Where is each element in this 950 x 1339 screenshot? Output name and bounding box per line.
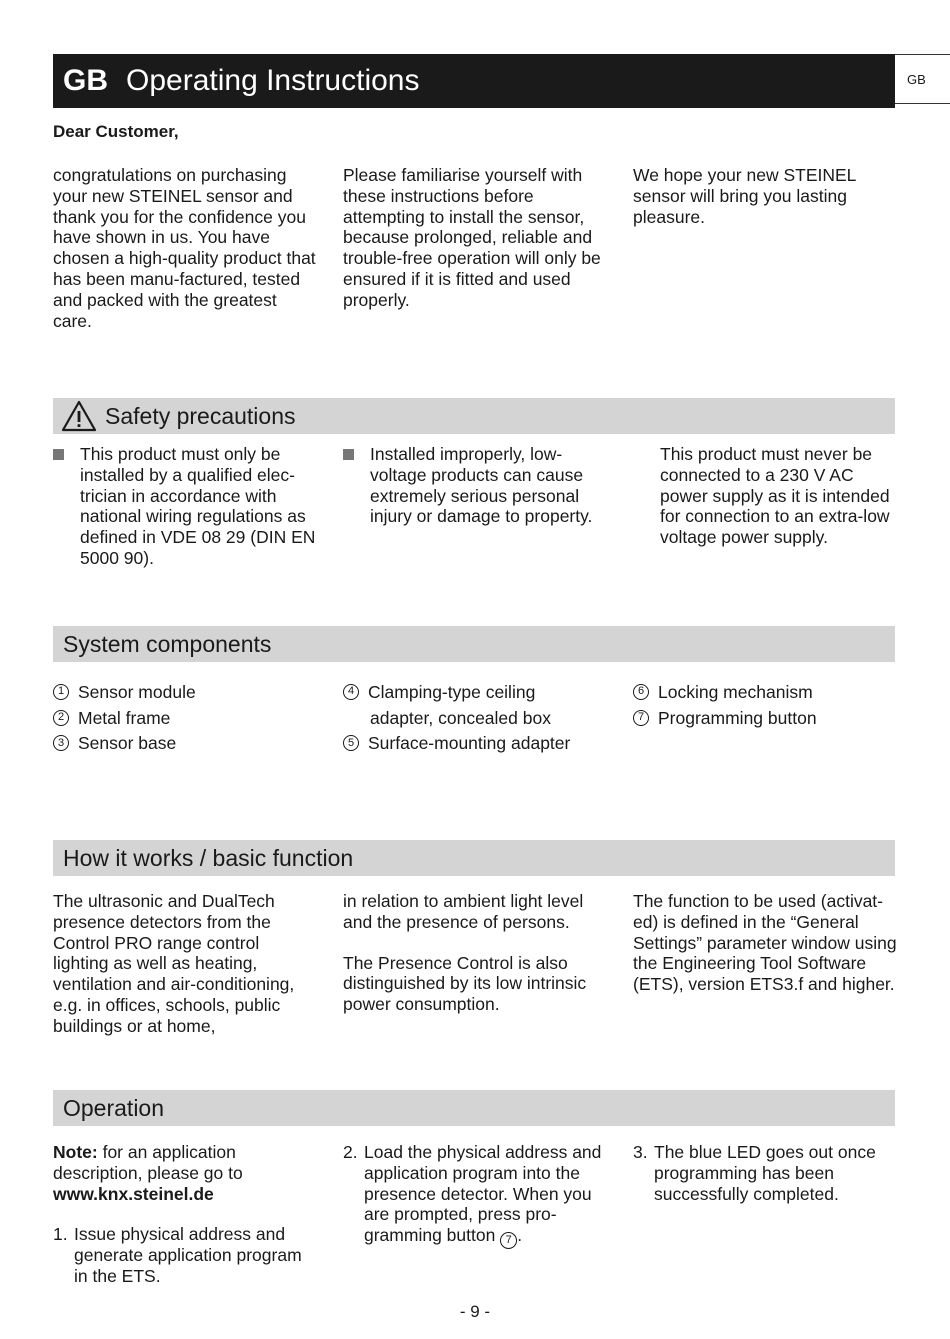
section-operation	[53, 1090, 895, 1126]
list-item	[633, 680, 893, 706]
intro-text-2: Please familiarise yourself with these instructions before attempting to install the sensor, because prolonged, reliable and trouble-free operation will only be ensured if it is fitted and used properly.	[343, 165, 601, 310]
step-number: 2.	[343, 1142, 358, 1162]
component-label: Locking mechanism	[658, 682, 813, 702]
section-safety	[53, 398, 895, 434]
safety-col-3	[660, 444, 900, 548]
list-item	[633, 1142, 898, 1204]
section-components	[53, 626, 895, 662]
step-text-end: .	[517, 1225, 523, 1246]
safety-col-2	[343, 444, 608, 527]
language-code: GB	[63, 64, 108, 97]
component-label: Sensor module	[78, 682, 196, 702]
step-text-wrap	[364, 1142, 608, 1249]
component-label: Surface-mounting adapter	[368, 733, 571, 754]
warning-icon	[61, 400, 97, 432]
operation-col-1	[53, 1142, 318, 1287]
section-title: Operation	[63, 1094, 165, 1121]
how-col-3	[633, 891, 898, 995]
how-text-2b: The Presence Control is also distinguished by its low intrinsic power consumption.	[343, 952, 587, 1015]
component-label: Programming button	[658, 707, 817, 728]
bullet-icon	[53, 449, 64, 460]
step-number: 3.	[633, 1142, 648, 1162]
operation-col-3	[633, 1142, 898, 1204]
safety-text-3: This product must never be connected to a 230 V AC power supply as it is intended for connection to an extra-low voltage power supply.	[660, 444, 890, 548]
list-item	[53, 706, 323, 732]
component-label: Clamping-type ceiling	[368, 682, 536, 702]
list-item-continued	[343, 706, 623, 732]
how-text-1: The ultrasonic and DualTech presence detectors from the Control PRO range control lighting as well as heating, ventilation and air-conditioning, e.g. in offices, schools, public buildings or at home,	[53, 891, 295, 1036]
bullet-icon	[343, 449, 354, 460]
how-text-2a: in relation to ambient light level and the presence of persons.	[343, 891, 584, 932]
note	[53, 1142, 318, 1204]
number-badge: 3	[53, 735, 69, 751]
operation-col-2	[343, 1142, 608, 1249]
language-tab: GB	[895, 54, 950, 104]
intro-col-1	[53, 165, 318, 331]
step-text: The blue LED goes out once programming has been successfully completed.	[654, 1142, 876, 1204]
list-item	[53, 731, 323, 757]
components-col-1	[53, 680, 323, 757]
number-badge: 1	[53, 684, 69, 700]
number-badge: 4	[343, 684, 359, 700]
component-label: adapter, concealed box	[370, 707, 551, 728]
list-item	[343, 680, 623, 706]
list-item	[53, 1224, 318, 1286]
section-title: How it works / basic function	[63, 844, 354, 871]
how-text-3: The function to be used (activat-ed) is defined in the “General Settings” parameter window using the Engineering Tool Software (ETS), version ETS3.f and higher.	[633, 891, 897, 995]
safety-text-1: This product must only be installed by a qualified elec-trician in accordance with national wiring regulations as defined in VDE 08 29 (DIN EN 5000 90).	[80, 444, 316, 568]
note-label: Note:	[53, 1142, 98, 1162]
intro-text-3: We hope your new STEINEL sensor will bring you lasting pleasure.	[633, 165, 856, 227]
list-item	[343, 444, 608, 527]
list-item	[53, 680, 323, 706]
list-item	[53, 444, 318, 569]
greeting: Dear Customer,	[53, 122, 179, 141]
number-badge: 6	[633, 684, 649, 700]
how-col-1	[53, 891, 318, 1037]
step-number: 1.	[53, 1224, 68, 1245]
list-item	[343, 731, 623, 757]
number-badge: 2	[53, 710, 69, 726]
title-bar	[53, 54, 895, 108]
intro-col-3	[633, 165, 883, 227]
safety-text-2: Installed improperly, low-voltage products can cause extremely serious personal injury or damage to property.	[370, 444, 593, 527]
number-badge: 7	[500, 1232, 517, 1249]
how-col-2	[343, 891, 608, 1015]
intro-col-2	[343, 165, 608, 311]
section-title: Safety precautions	[105, 402, 296, 429]
step-text: Issue physical address and generate application program in the ETS.	[74, 1224, 302, 1286]
components-col-2	[343, 680, 623, 757]
intro-text-1: congratulations on purchasing your new STEINEL sensor and thank you for the confidence you have shown in us. You have chosen a high-quality product that has been manu-factured, tested and packed with the greatest care.	[53, 165, 316, 331]
component-label: Metal frame	[78, 707, 171, 728]
list-item	[343, 1142, 608, 1249]
number-badge: 5	[343, 735, 359, 751]
step-text: Load the physical address and application program into the presence detector. When you are prompted, press pro-gramming button	[364, 1142, 602, 1246]
component-label: Sensor base	[78, 733, 177, 754]
section-how-it-works	[53, 840, 895, 876]
number-badge: 7	[633, 710, 649, 726]
safety-col-1	[53, 444, 318, 569]
page-title: Operating Instructions	[126, 64, 420, 97]
components-col-3	[633, 680, 893, 731]
website-link[interactable]: www.knx.steinel.de	[53, 1183, 214, 1204]
page-number: - 9 -	[459, 1302, 491, 1321]
note-text: for an application description, please go to	[53, 1142, 243, 1183]
section-title: System components	[63, 630, 272, 657]
list-item	[633, 706, 893, 732]
